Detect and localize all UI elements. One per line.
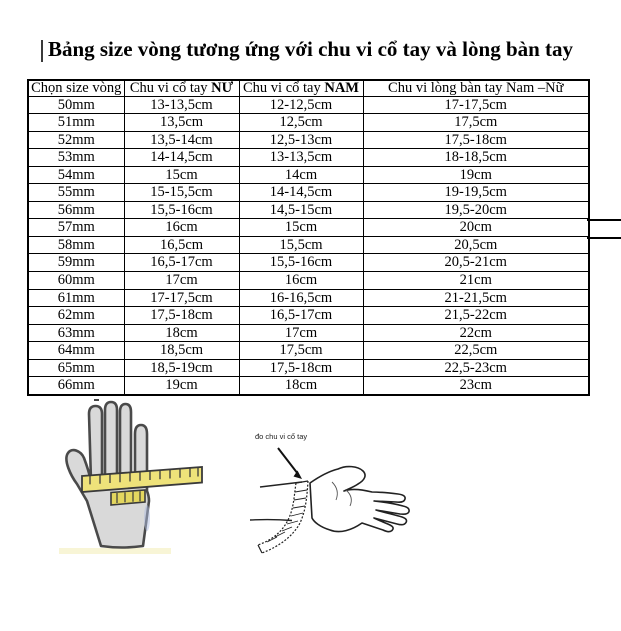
header-bold-text: NỮ bbox=[211, 80, 234, 96]
table-row bbox=[28, 166, 589, 184]
table-row bbox=[28, 307, 589, 325]
cell-size: 54mm bbox=[28, 166, 124, 184]
cell-wrist-female: 17-17,5cm bbox=[124, 289, 239, 307]
cell-palm: 22cm bbox=[363, 324, 589, 342]
cell-wrist-male: 17,5cm bbox=[239, 342, 363, 360]
cell-palm: 18-18,5cm bbox=[363, 149, 589, 167]
cell-wrist-female: 15,5-16cm bbox=[124, 201, 239, 219]
size-table bbox=[27, 79, 590, 396]
header-text: Chọn size vòng bbox=[31, 80, 122, 96]
table-row bbox=[28, 324, 589, 342]
blue-smudge bbox=[144, 505, 150, 531]
cell-wrist-female: 13,5-14cm bbox=[124, 131, 239, 149]
cell-size: 52mm bbox=[28, 131, 124, 149]
table-row bbox=[28, 342, 589, 360]
pointer-arrow-icon bbox=[278, 448, 302, 479]
wrist-measure-illustration bbox=[248, 424, 428, 574]
hand-outline-icon bbox=[310, 467, 409, 532]
cell-palm: 19cm bbox=[363, 166, 589, 184]
table-row bbox=[28, 149, 589, 167]
cell-size: 66mm bbox=[28, 377, 124, 395]
cell-size: 59mm bbox=[28, 254, 124, 272]
column-header-palm bbox=[363, 80, 589, 96]
cell-wrist-male: 17,5-18cm bbox=[239, 359, 363, 377]
table-row bbox=[28, 254, 589, 272]
header-row bbox=[28, 80, 589, 96]
size-table-body bbox=[28, 96, 589, 395]
cell-wrist-male: 14-14,5cm bbox=[239, 184, 363, 202]
cell-wrist-female: 15cm bbox=[124, 166, 239, 184]
cell-palm: 21cm bbox=[363, 271, 589, 289]
cell-wrist-male: 12-12,5cm bbox=[239, 96, 363, 114]
column-header-wrist-male bbox=[239, 80, 363, 96]
cell-wrist-female: 14-14,5cm bbox=[124, 149, 239, 167]
header-text: Chu vi cổ tay bbox=[129, 80, 212, 96]
cell-palm: 21-21,5cm bbox=[363, 289, 589, 307]
table-row bbox=[28, 236, 589, 254]
cell-wrist-female: 18,5-19cm bbox=[124, 359, 239, 377]
small-dash-artifact bbox=[94, 399, 99, 401]
table-row bbox=[28, 184, 589, 202]
cell-palm: 17,5cm bbox=[363, 114, 589, 132]
table-row bbox=[28, 131, 589, 149]
cell-wrist-male: 16-16,5cm bbox=[239, 289, 363, 307]
header-bold-text: NAM bbox=[324, 80, 359, 96]
cell-size: 51mm bbox=[28, 114, 124, 132]
cell-wrist-female: 16,5cm bbox=[124, 236, 239, 254]
cell-wrist-female: 15-15,5cm bbox=[124, 184, 239, 202]
cell-palm: 19,5-20cm bbox=[363, 201, 589, 219]
cell-wrist-male: 14cm bbox=[239, 166, 363, 184]
row-57-extension-line-top bbox=[587, 219, 621, 221]
cell-palm: 20,5cm bbox=[363, 236, 589, 254]
cell-wrist-female: 18,5cm bbox=[124, 342, 239, 360]
cell-palm: 21,5-22cm bbox=[363, 307, 589, 325]
cell-wrist-female: 16cm bbox=[124, 219, 239, 237]
cell-wrist-male: 15,5cm bbox=[239, 236, 363, 254]
table-row bbox=[28, 271, 589, 289]
cell-palm: 22,5cm bbox=[363, 342, 589, 360]
cell-size: 61mm bbox=[28, 289, 124, 307]
table-row bbox=[28, 377, 589, 395]
header-text: Chu vi cổ tay bbox=[243, 80, 325, 96]
cell-wrist-male: 15cm bbox=[239, 219, 363, 237]
cell-size: 58mm bbox=[28, 236, 124, 254]
cell-palm: 17,5-18cm bbox=[363, 131, 589, 149]
page-title: Bảng size vòng tương ứng với chu vi cổ tay và lòng bàn tay bbox=[47, 37, 574, 61]
table-row bbox=[28, 219, 589, 237]
cell-wrist-male: 18cm bbox=[239, 377, 363, 395]
table-row bbox=[28, 359, 589, 377]
table-row bbox=[28, 96, 589, 114]
cell-wrist-female: 17cm bbox=[124, 271, 239, 289]
cell-wrist-female: 18cm bbox=[124, 324, 239, 342]
cell-wrist-male: 14,5-15cm bbox=[239, 201, 363, 219]
cell-wrist-male: 16,5-17cm bbox=[239, 307, 363, 325]
cell-palm: 20,5-21cm bbox=[363, 254, 589, 272]
cell-wrist-male: 12,5cm bbox=[239, 114, 363, 132]
cell-size: 55mm bbox=[28, 184, 124, 202]
table-row bbox=[28, 289, 589, 307]
cell-wrist-female: 19cm bbox=[124, 377, 239, 395]
cell-wrist-female: 17,5-18cm bbox=[124, 307, 239, 325]
cell-wrist-male: 15,5-16cm bbox=[239, 254, 363, 272]
cell-palm: 23cm bbox=[363, 377, 589, 395]
cell-wrist-female: 16,5-17cm bbox=[124, 254, 239, 272]
palm-measure-illustration bbox=[57, 396, 205, 560]
cell-size: 53mm bbox=[28, 149, 124, 167]
cell-palm: 17-17,5cm bbox=[363, 96, 589, 114]
cell-wrist-male: 16cm bbox=[239, 271, 363, 289]
yellow-smudge bbox=[59, 548, 171, 554]
cell-wrist-female: 13-13,5cm bbox=[124, 96, 239, 114]
cell-size: 57mm bbox=[28, 219, 124, 237]
cell-wrist-female: 13,5cm bbox=[124, 114, 239, 132]
column-header-wrist-female bbox=[124, 80, 239, 96]
header-text: Chu vi lòng bàn tay Nam –Nữ bbox=[388, 80, 564, 96]
cell-palm: 19-19,5cm bbox=[363, 184, 589, 202]
cell-wrist-male: 17cm bbox=[239, 324, 363, 342]
wrist-tape-icon bbox=[258, 481, 308, 553]
column-header-size bbox=[28, 80, 124, 96]
table-row bbox=[28, 201, 589, 219]
cell-palm: 22,5-23cm bbox=[363, 359, 589, 377]
row-57-extension-line-bottom bbox=[587, 237, 621, 239]
wrist-measure-label: đo chu vi cổ tay bbox=[255, 432, 308, 441]
cell-size: 65mm bbox=[28, 359, 124, 377]
cell-size: 50mm bbox=[28, 96, 124, 114]
cell-wrist-male: 12,5-13cm bbox=[239, 131, 363, 149]
cell-size: 62mm bbox=[28, 307, 124, 325]
cell-size: 56mm bbox=[28, 201, 124, 219]
cell-wrist-male: 13-13,5cm bbox=[239, 149, 363, 167]
size-table-header bbox=[28, 80, 589, 96]
cell-size: 64mm bbox=[28, 342, 124, 360]
cell-size: 60mm bbox=[28, 271, 124, 289]
cell-size: 63mm bbox=[28, 324, 124, 342]
table-row bbox=[28, 114, 589, 132]
cell-palm: 20cm bbox=[363, 219, 589, 237]
